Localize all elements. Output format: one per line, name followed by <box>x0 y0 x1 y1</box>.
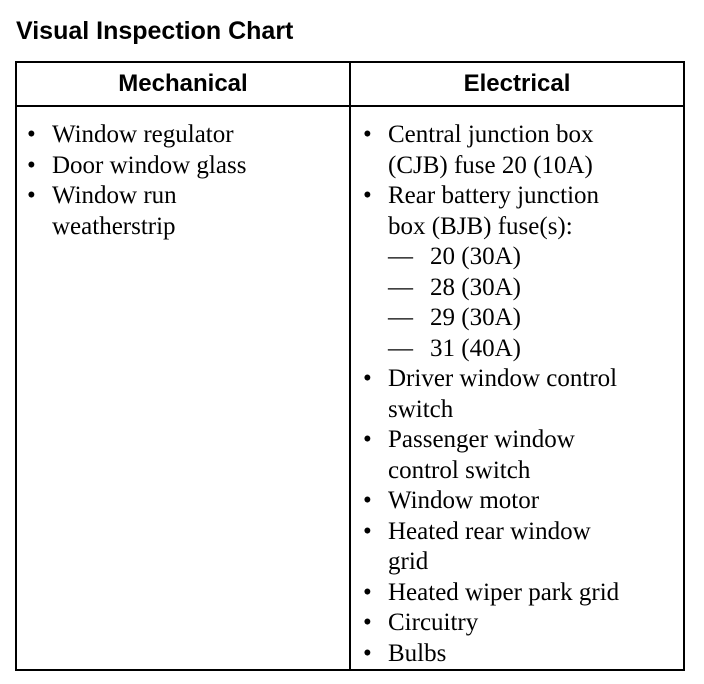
bullet: • <box>363 487 372 514</box>
chart-title: Visual Inspection Chart <box>16 17 294 45</box>
mechanical-cell <box>16 106 350 670</box>
item-text-line: (CJB) fuse 20 (10A) <box>388 151 593 179</box>
list-item <box>363 639 683 670</box>
sublist-item <box>388 303 683 334</box>
fuse-value: 31 (40A) <box>430 334 521 362</box>
dash: — <box>388 334 413 362</box>
bullet: • <box>363 609 372 636</box>
list-item <box>363 486 683 517</box>
header-row <box>16 62 684 106</box>
electrical-cell <box>350 106 684 670</box>
dash: — <box>388 273 413 301</box>
dash: — <box>388 243 413 270</box>
item-text-line: Heated rear window <box>388 517 591 545</box>
electrical-column-header: Electrical <box>350 62 684 106</box>
sublist-item <box>388 242 683 273</box>
item-text-line: Heated wiper park grid <box>388 578 620 606</box>
item-text-line: Central junction box <box>388 121 594 148</box>
item-text-line: Door window glass <box>52 151 247 179</box>
item-text-line: Bulbs <box>388 639 447 667</box>
list-item <box>363 578 683 609</box>
sublist-item <box>388 273 683 304</box>
list-item <box>363 120 683 181</box>
item-text-line: Circuitry <box>388 609 479 636</box>
list-item <box>363 364 683 425</box>
table-row <box>16 106 684 670</box>
list-item <box>27 151 349 182</box>
list-item <box>363 608 683 639</box>
sublist-item <box>388 334 683 365</box>
list-item <box>363 425 683 486</box>
fuse-sublist <box>388 242 683 364</box>
list-item <box>27 181 349 242</box>
bullet: • <box>27 182 36 209</box>
item-text-line: grid <box>388 548 429 575</box>
fuse-value: 28 (30A) <box>430 273 521 301</box>
item-text-line: Driver window control <box>388 365 618 392</box>
item-text-line: box (BJB) fuse(s): <box>388 212 573 240</box>
mechanical-list <box>17 107 349 242</box>
item-text-line: Window regulator <box>52 121 234 148</box>
item-text-line: switch <box>388 395 454 423</box>
item-text-line: weatherstrip <box>52 212 176 240</box>
item-text-line: control switch <box>388 456 531 484</box>
bullet: • <box>363 365 372 392</box>
dash: — <box>388 304 413 331</box>
bullet: • <box>363 426 372 453</box>
bullet: • <box>363 578 372 606</box>
fuse-value: 20 (30A) <box>430 243 521 270</box>
electrical-list <box>351 107 683 669</box>
item-text-line: Window motor <box>388 487 540 514</box>
list-item <box>363 517 683 578</box>
bullet: • <box>27 121 36 148</box>
mechanical-column-header: Mechanical <box>16 62 350 106</box>
bullet: • <box>363 121 372 148</box>
bullet: • <box>363 517 372 545</box>
bullet: • <box>27 151 36 179</box>
item-text-line: Window run <box>52 182 177 209</box>
fuse-value: 29 (30A) <box>430 304 521 331</box>
inspection-table <box>15 61 685 671</box>
bullet: • <box>363 639 372 667</box>
item-text-line: Rear battery junction <box>388 182 600 209</box>
list-item <box>27 120 349 151</box>
item-text-line: Passenger window <box>388 426 575 453</box>
list-item <box>363 181 683 364</box>
bullet: • <box>363 182 372 209</box>
